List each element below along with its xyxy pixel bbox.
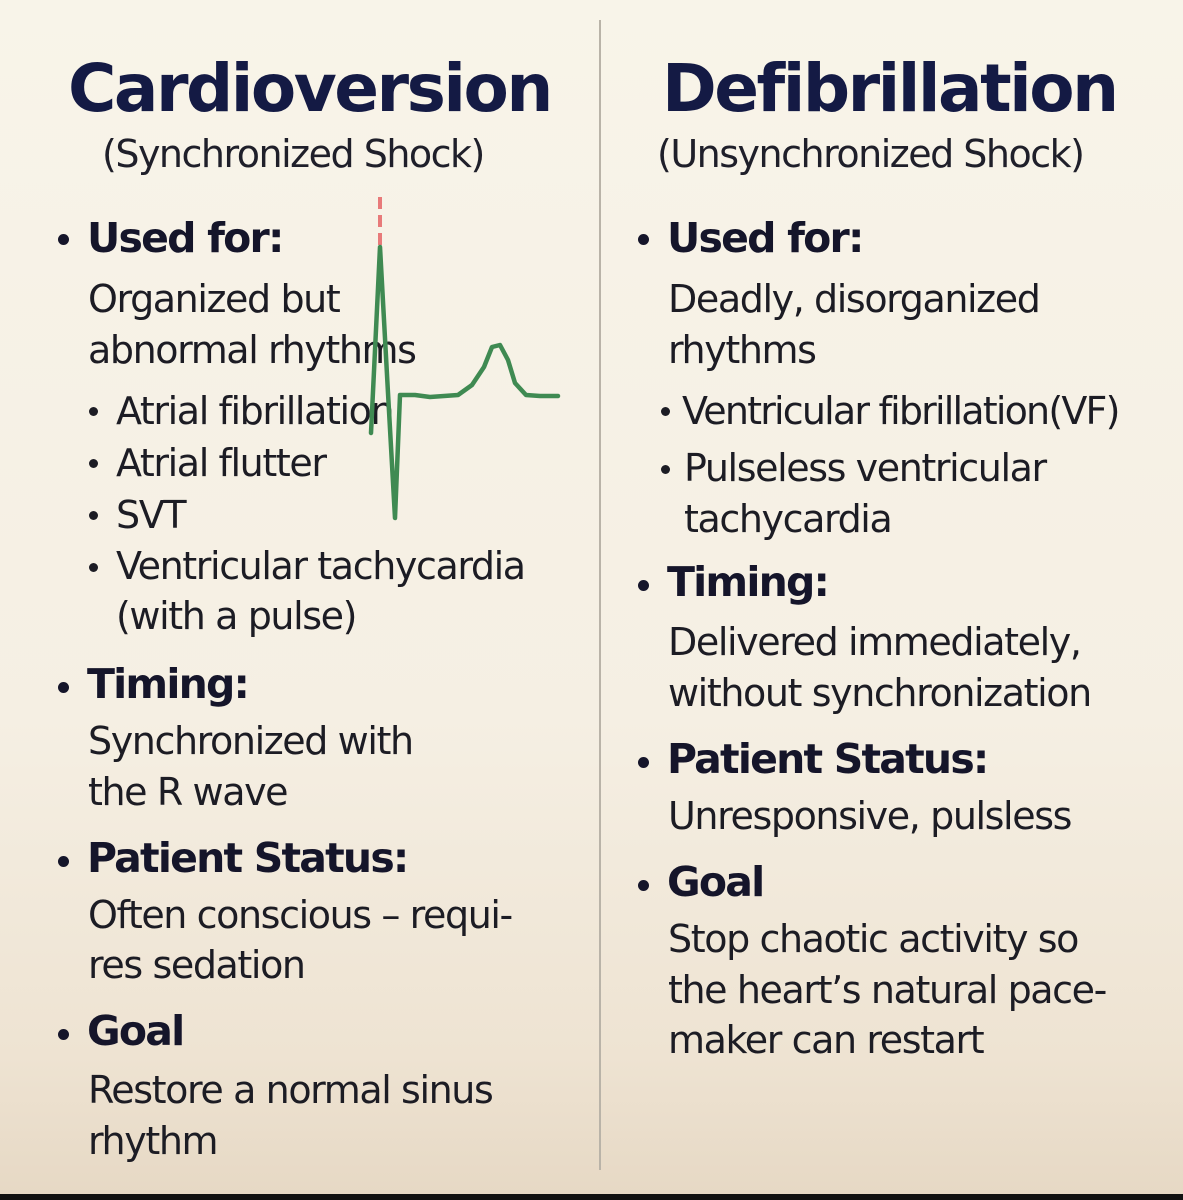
rhythm-item: SVT: [116, 493, 186, 537]
divider: [599, 20, 601, 1170]
goal-heading: Goal: [667, 858, 764, 906]
cardioversion-subtitle: (Synchronized Shock): [102, 132, 484, 176]
ecg-waveform-icon: [360, 195, 565, 525]
bullet: [638, 580, 649, 591]
bullet: [638, 234, 649, 245]
bullet: [638, 880, 649, 891]
sub-bullet: [661, 465, 670, 474]
goal-line: Stop chaotic activity so: [668, 917, 1079, 961]
timing-line: without synchronization: [668, 671, 1091, 715]
timing-line: the R wave: [88, 770, 288, 814]
defibrillation-subtitle: (Unsynchronized Shock): [657, 132, 1084, 176]
goal-line: rhythm: [88, 1119, 218, 1163]
rhythm-item: Pulseless ventricular: [684, 446, 1046, 490]
rhythm-item-continued: (with a pulse): [116, 594, 357, 638]
patient-status-heading: Patient Status:: [667, 735, 988, 783]
used-for-heading: Used for:: [87, 214, 283, 262]
rhythm-item: Ventricular tachycardia: [116, 544, 525, 588]
patient-status-line: Often conscious – requi-: [88, 893, 512, 937]
timing-heading: Timing:: [667, 558, 829, 606]
used-for-heading: Used for:: [667, 214, 863, 262]
bullet: [58, 1029, 69, 1040]
used-for-line: abnormal rhythms: [88, 328, 416, 372]
bullet: [638, 757, 649, 768]
rhythm-item: Atrial fibrillation: [116, 389, 394, 433]
timing-line: Delivered immediately,: [668, 620, 1081, 664]
used-for-line: rhythms: [668, 328, 816, 372]
sub-bullet: [89, 511, 98, 520]
goal-line: Restore a normal sinus: [88, 1068, 493, 1112]
used-for-line: Deadly, disorganized: [668, 277, 1040, 321]
rhythm-item-continued: tachycardia: [684, 497, 892, 541]
defibrillation-title: Defibrillation: [662, 50, 1117, 127]
cardioversion-title: Cardioversion: [68, 50, 551, 127]
goal-heading: Goal: [87, 1007, 184, 1055]
bullet: [58, 682, 69, 693]
timing-line: Synchronized with: [88, 719, 413, 763]
ecg-trace: [371, 247, 558, 518]
patient-status-line: Unresponsive, pulsless: [668, 794, 1071, 838]
sub-bullet: [89, 407, 98, 416]
timing-heading: Timing:: [87, 660, 249, 708]
sub-bullet: [89, 563, 98, 572]
patient-status-line: res sedation: [88, 943, 305, 987]
goal-line: maker can restart: [668, 1018, 984, 1062]
bullet: [58, 234, 69, 245]
sub-bullet: [89, 459, 98, 468]
rhythm-item: Ventricular fibrillation(VF): [682, 389, 1119, 433]
bullet: [58, 856, 69, 867]
used-for-line: Organized but: [88, 277, 340, 321]
bottom-border: [0, 1194, 1183, 1200]
goal-line: the heart’s natural pace-: [668, 968, 1106, 1012]
sub-bullet: [661, 407, 670, 416]
patient-status-heading: Patient Status:: [87, 834, 408, 882]
rhythm-item: Atrial flutter: [116, 441, 326, 485]
